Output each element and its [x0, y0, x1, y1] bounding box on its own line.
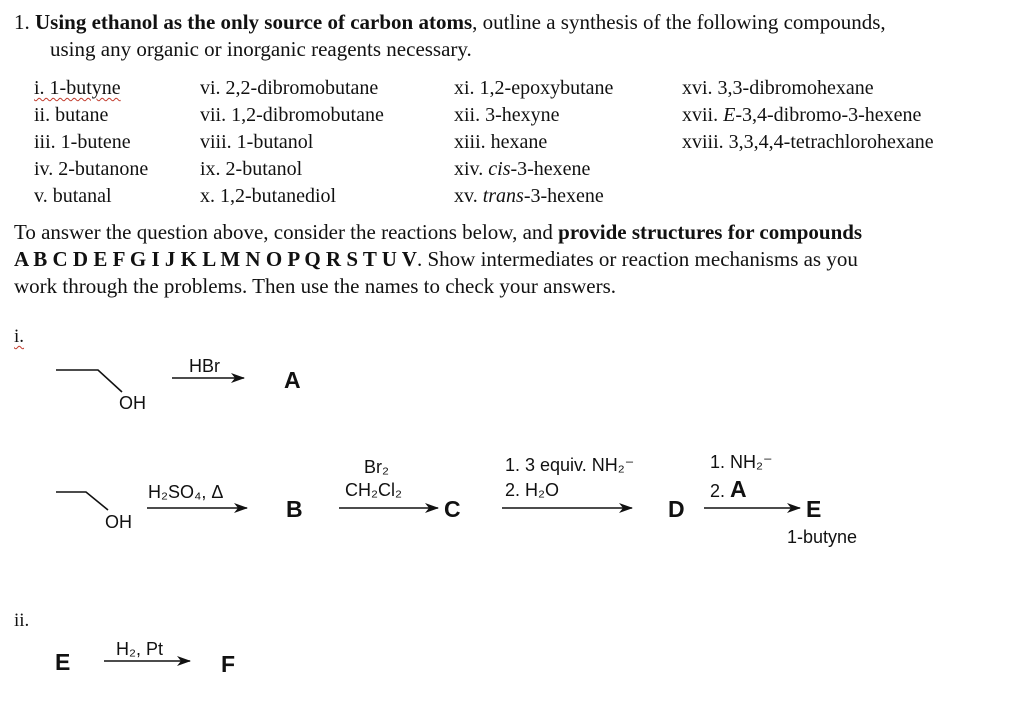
reagent-nh2: 1. NH₂⁻ [710, 452, 773, 472]
compound-letters: A B C D E F G I J K L M N O P Q R S T U V [14, 247, 417, 271]
compound-e-name: 1-butyne [787, 527, 858, 547]
compound-a: A [284, 367, 301, 393]
question-rest-line1: , outline a synthesis of the following compounds, [472, 10, 886, 34]
compound-item: viii. 1-butanol [200, 131, 314, 153]
compound-name: -3,4-dibromo-3-hexene [735, 104, 922, 126]
reagent-h2so4: H₂SO₄, Δ [148, 482, 224, 502]
compound-item: ix. 2-butanol [200, 158, 303, 180]
compound-item: vii. 1,2-dibromobutane [200, 104, 384, 126]
compound-stereo: E [723, 104, 736, 126]
part-i-label-text: i. [14, 326, 25, 347]
compound-name: -3-hexene [510, 158, 591, 180]
compound-item: iii. 1-butene [34, 131, 131, 153]
compound-item-1-butyne: i. 1-butyne [34, 77, 121, 99]
compound-name: -3-hexene [523, 185, 604, 207]
compound-e: E [806, 496, 822, 522]
question-line-2: using any organic or inorganic reagents necessary. [50, 37, 472, 61]
instructions-bold: provide structures for compounds [558, 220, 863, 244]
compound-item: ii. butane [34, 104, 109, 126]
compound-e-start: E [55, 649, 71, 675]
compound-f: F [221, 651, 236, 677]
ethanol-skeleton-2 [56, 492, 108, 510]
compound-item: xii. 3-hexyne [454, 104, 560, 126]
instructions-text: . Show intermediates or reaction mechanisms as you [416, 247, 858, 271]
compound-stereo: trans [482, 185, 524, 207]
compound-item: xi. 1,2-epoxybutane [454, 77, 614, 99]
reagent-ch2cl2: CH₂Cl₂ [345, 480, 402, 500]
compound-item: xviii. 3,3,4,4-tetrachlorohexane [682, 131, 934, 153]
compound-number: xv. [454, 185, 483, 207]
compound-item: vi. 2,2-dibromobutane [200, 77, 379, 99]
reagent-hbr: HBr [189, 356, 220, 376]
reagent-compound-a: A [730, 476, 747, 502]
compound-item: x. 1,2-butanediol [200, 185, 337, 207]
compound-number: xvii. [682, 104, 724, 126]
oh-label-1: OH [119, 393, 146, 413]
compound-d: D [668, 496, 685, 522]
reagent-step2 [710, 476, 747, 503]
ethanol-skeleton-1 [56, 370, 122, 392]
part-ii-label: ii. [14, 610, 30, 631]
compound-c: C [444, 496, 461, 522]
reagent-h2o: 2. H₂O [505, 480, 559, 500]
instructions-text: To answer the question above, consider the reactions below, and [14, 220, 559, 244]
compound-item: xvi. 3,3-dibromohexane [682, 77, 874, 99]
compound-item: v. butanal [34, 185, 112, 207]
compound-item: xiii. hexane [454, 131, 548, 153]
compound-item: iv. 2-butanone [34, 158, 149, 180]
compound-number: xiv. [454, 158, 489, 180]
reagent-h2-pt: H₂, Pt [116, 639, 163, 659]
reagent-nh2-3equiv: 1. 3 equiv. NH₂⁻ [505, 455, 635, 475]
question-bold-intro: Using ethanol as the only source of carbon atoms [35, 10, 473, 34]
oh-label-2: OH [105, 512, 132, 532]
compound-stereo: cis [488, 158, 511, 180]
instructions-line-3: work through the problems. Then use the names to check your answers. [14, 274, 617, 298]
question-number: 1. [14, 10, 30, 34]
reagent-step-number: 2. [710, 481, 731, 501]
reagent-br2: Br₂ [364, 457, 389, 477]
compound-b: B [286, 496, 303, 522]
